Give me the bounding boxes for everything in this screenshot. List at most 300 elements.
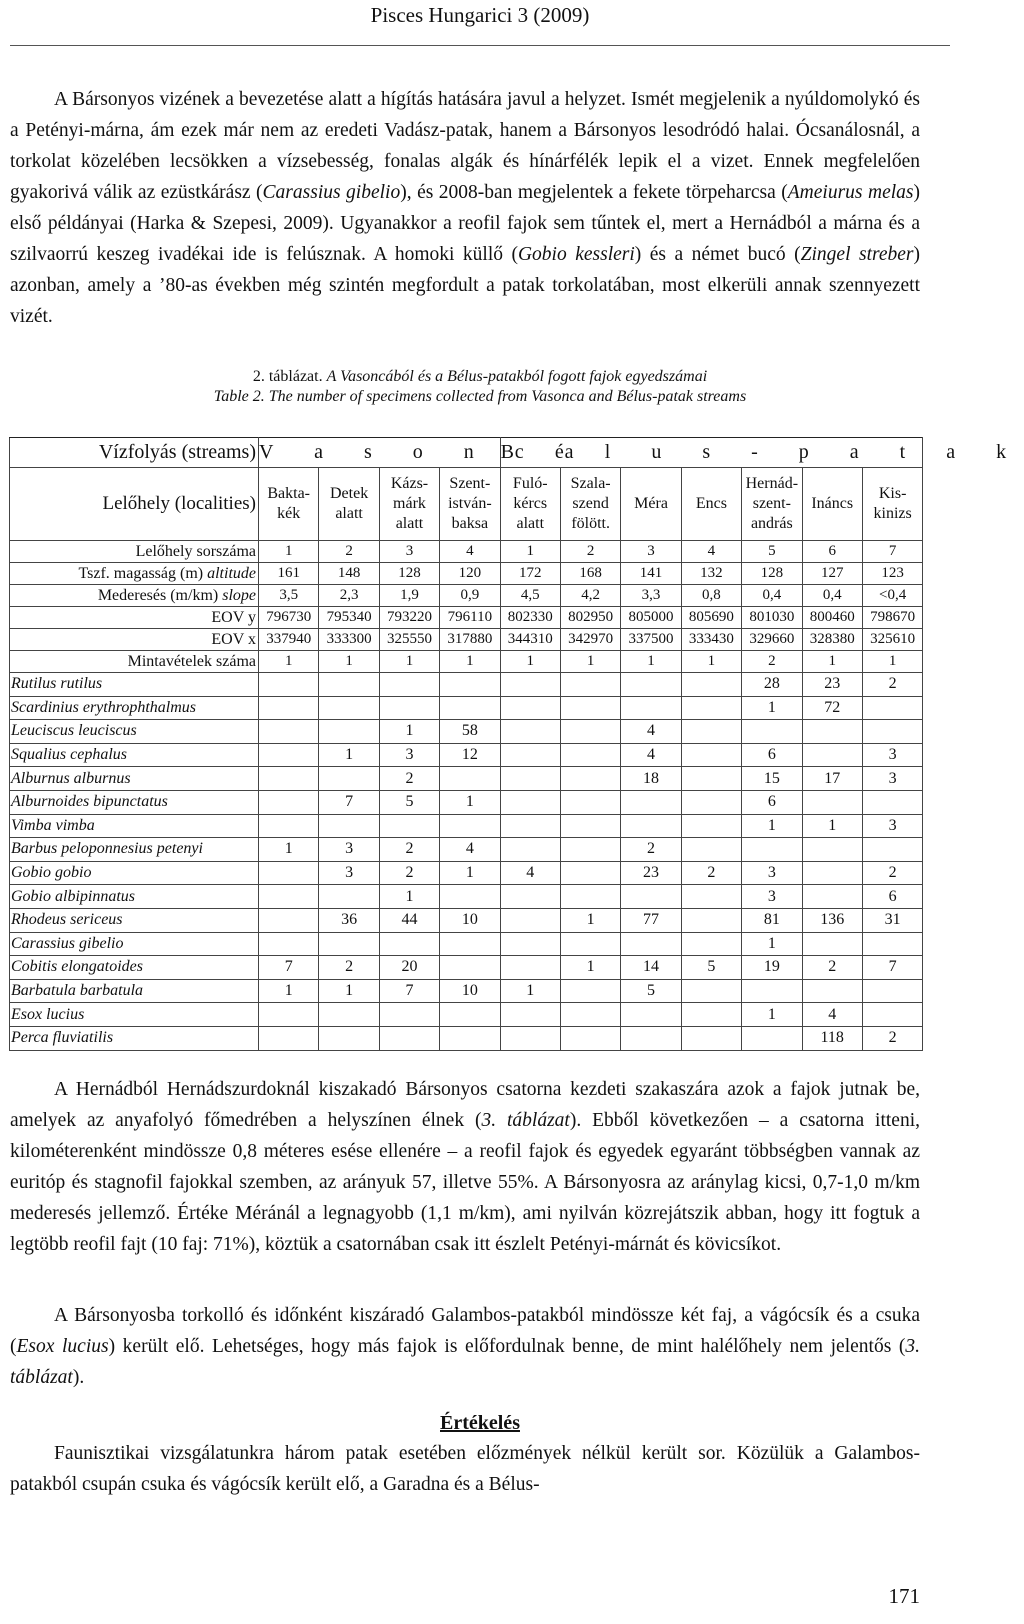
species-count [500,790,560,814]
species-count [560,790,620,814]
attribute-value: 1 [259,541,319,563]
species-count [319,696,379,720]
attribute-row [10,629,923,651]
species-count [319,767,379,791]
attribute-label: EOV y [10,607,259,629]
species-count [681,1003,741,1027]
attribute-value: 342970 [560,629,620,651]
species-count [319,720,379,744]
species-count [742,838,802,862]
attribute-value: 328380 [802,629,862,651]
species-count: 6 [742,790,802,814]
attribute-value: 801030 [742,607,802,629]
attribute-value: 123 [862,563,922,585]
species-count: 31 [862,908,922,932]
species-count [500,956,560,980]
species-count [500,720,560,744]
species-name: Vimba vimba [10,814,259,838]
attribute-value: 172 [500,563,560,585]
species-count [802,743,862,767]
species-count: 3 [742,885,802,909]
attribute-label: Lelőhely sorszáma [10,541,259,563]
species-count [440,814,500,838]
attribute-value: 329660 [742,629,802,651]
species-row [10,673,923,697]
species-row [10,956,923,980]
species-count [500,1026,560,1050]
species-count [319,1003,379,1027]
species-count [440,1003,500,1027]
species-count: 1 [319,743,379,767]
species-count [560,979,620,1003]
species-count [379,814,439,838]
caption-en-text: The number of specimens collected from Vasonca and Bélus-patak streams [268,388,747,405]
species-count [621,673,681,697]
species-count: 5 [681,956,741,980]
locality-cell: Méra [621,468,681,541]
species-count: 2 [621,838,681,862]
species-count: 5 [621,979,681,1003]
species-count: 1 [742,1003,802,1027]
species-count [560,673,620,697]
locality-cell: Hernád- szent- andrás [742,468,802,541]
attribute-value: 2 [742,651,802,673]
species-name: Gobio gobio [10,861,259,885]
species-count [319,885,379,909]
species-count [681,908,741,932]
species-count: 1 [742,696,802,720]
species-row [10,767,923,791]
species-count [621,696,681,720]
attribute-value: 1 [621,651,681,673]
species-count: 1 [500,979,560,1003]
species-count: 3 [319,838,379,862]
attribute-value: 796110 [440,607,500,629]
attribute-value: 1 [681,651,741,673]
paragraph-1-text: A Bársonyos vizének a bevezetése alatt a hígítás hatására javul a helyzet. Ismét megjelenik a nyúldomolykó és a Petényi-márna, ám ezek már nem az eredeti Vadász-patak, hanem a Bársonyos lesodródó halai. Ócsanálosnál, a torkolat közelében lecsökken a vízsebesség, fonalas algák és hínárfélék lepik el a vizet. Ennek megfelelően gyakorivá válik az ezüstkárász (Carassius gibelio), és 2008-ban megjelentek a fekete törpeharcsa (Ameiurus melas) első példányai (Harka & Szepesi, 2009). Ugyanakkor a reofil fajok sem tűntek el, mert a Hernádból a márna és a szilvaorrú keszeg ivadékai ide is felúsznak. A homoki küllő (Gobio kessleri) és a német bucó (Zingel streber) azonban, amely a ’80-as években még szintén megfordult a patak torkolatában, most elkerüli annak szennyezett vizét. [10,89,920,327]
locality-cell: Fuló- kércs alatt [500,468,560,541]
species-count [560,838,620,862]
species-name: Cobitis elongatoides [10,956,259,980]
species-count [259,814,319,838]
species-count [560,720,620,744]
species-count: 7 [259,956,319,980]
attribute-value: 1 [500,541,560,563]
attribute-value: 796730 [259,607,319,629]
species-count: 7 [319,790,379,814]
attribute-value: 0,4 [742,585,802,607]
attribute-value: 3,5 [259,585,319,607]
species-count: 77 [621,908,681,932]
species-count [862,932,922,956]
paragraph-3 [10,1300,920,1393]
species-count [681,673,741,697]
species-count: 17 [802,767,862,791]
species-count: 2 [681,861,741,885]
attribute-value: 3,3 [621,585,681,607]
species-count: 10 [440,908,500,932]
species-count [259,885,319,909]
attribute-value: 2 [319,541,379,563]
species-row [10,908,923,932]
species-count [259,767,319,791]
species-count [560,1026,620,1050]
attribute-value: 4,5 [500,585,560,607]
attribute-value: 1,9 [379,585,439,607]
attribute-label: EOV x [10,629,259,651]
caption-hu-text: A Vasoncából és a Bélus-patakból fogott fajok egyedszámai [326,368,708,385]
species-name: Alburnus alburnus [10,767,259,791]
species-count [862,979,922,1003]
attribute-row [10,651,923,673]
species-row [10,1003,923,1027]
species-count [681,979,741,1003]
attribute-label-italic: slope [222,586,256,604]
attribute-value: <0,4 [862,585,922,607]
species-count [742,979,802,1003]
species-count [379,1026,439,1050]
species-count [560,814,620,838]
attribute-value: 344310 [500,629,560,651]
species-count: 2 [862,673,922,697]
species-count [259,720,319,744]
attribute-value: 120 [440,563,500,585]
attribute-value: 4 [440,541,500,563]
species-count [681,838,741,862]
attribute-value: 1 [500,651,560,673]
species-count [259,696,319,720]
species-count [560,861,620,885]
locality-cell: Szala- szend fölött. [560,468,620,541]
species-count: 118 [802,1026,862,1050]
attribute-value: 0,4 [802,585,862,607]
attribute-value: 4,2 [560,585,620,607]
species-count [500,743,560,767]
paragraph-1 [10,84,920,332]
species-count [259,790,319,814]
species-count: 2 [802,956,862,980]
attribute-value: 2 [560,541,620,563]
paragraph-4 [10,1438,920,1500]
attribute-value: 805000 [621,607,681,629]
species-count: 4 [440,838,500,862]
species-count [621,790,681,814]
species-name: Esox lucius [10,1003,259,1027]
attribute-value: 805690 [681,607,741,629]
species-count: 6 [862,885,922,909]
attribute-row [10,563,923,585]
attribute-value: 132 [681,563,741,585]
species-count: 1 [742,932,802,956]
species-count: 2 [862,1026,922,1050]
species-count [681,885,741,909]
species-count [379,932,439,956]
attribute-value: 5 [742,541,802,563]
species-count: 19 [742,956,802,980]
species-count [259,908,319,932]
paragraph-2-text: A Hernádból Hernádszurdoknál kiszakadó Bársonyos csatorna kezdeti szakaszára azok a fajok jutnak be, amelyek az anyafolyó főmedrében a helyszínen élnek (3. táblázat). Ebből következően – a csatorna itteni, kilométerenként mindössze 0,8 méteres esése ellenére – a reofil fajok és egyedek egyaránt többségben vannak az euritóp és stagnofil fajokkal szemben, az arányuk 57, illetve 55%. A Bársonyosra az aránylag kicsi, 0,7-1,0 m/km mederesés jellemző. Értéke Méránál a legnagyobb (1,1 m/km), ami nyilván közrejátszik abban, hogy itt fogtuk a legtöbb reofil fajt (10 faj: 71%), köztük a csatornában csak itt észlelt Petényi-márnát és kövicsíkot. [10,1079,921,1255]
attribute-row [10,541,923,563]
species-count: 10 [440,979,500,1003]
species-count [681,1026,741,1050]
species-count [379,673,439,697]
species-count: 1 [319,979,379,1003]
species-count: 23 [621,861,681,885]
attribute-value: 3 [379,541,439,563]
attribute-label: Tszf. magasság (m) altitude [10,563,259,585]
species-count: 1 [560,956,620,980]
species-count: 23 [802,673,862,697]
species-name: Squalius cephalus [10,743,259,767]
species-row [10,979,923,1003]
attribute-value: 2,3 [319,585,379,607]
species-count [500,932,560,956]
species-count: 15 [742,767,802,791]
species-count [681,720,741,744]
attribute-value: 127 [802,563,862,585]
attribute-value: 128 [379,563,439,585]
species-count: 2 [319,956,379,980]
species-name: Alburnoides bipunctatus [10,790,259,814]
species-count: 2 [379,838,439,862]
species-count: 1 [802,814,862,838]
locality-cell: Detek alatt [319,468,379,541]
caption-en-label: Table 2. [213,388,265,405]
species-count [560,1003,620,1027]
species-count: 3 [379,743,439,767]
attribute-value: 168 [560,563,620,585]
species-row [10,696,923,720]
species-count [802,790,862,814]
attribute-label: Mederesés (m/km) slope [10,585,259,607]
species-count: 4 [621,720,681,744]
attribute-value: 337500 [621,629,681,651]
species-name: Carassius gibelio [10,932,259,956]
attribute-value: 317880 [440,629,500,651]
species-count: 4 [621,743,681,767]
stream-belus-patak: B é l u s - p a t a k [500,438,923,468]
species-row [10,861,923,885]
species-count: 5 [379,790,439,814]
species-count [259,743,319,767]
species-count: 81 [742,908,802,932]
attribute-value: 3 [621,541,681,563]
attribute-value: 0,8 [681,585,741,607]
species-count: 7 [862,956,922,980]
attribute-value: 333300 [319,629,379,651]
species-count: 1 [440,790,500,814]
species-count [621,885,681,909]
species-count: 136 [802,908,862,932]
species-count [681,743,741,767]
species-count [500,1003,560,1027]
attribute-value: 325550 [379,629,439,651]
attribute-value: 325610 [862,629,922,651]
species-row [10,885,923,909]
attribute-value: 337940 [259,629,319,651]
species-count [802,932,862,956]
species-count: 12 [440,743,500,767]
species-row [10,838,923,862]
species-count [862,720,922,744]
species-count [500,838,560,862]
species-count [802,885,862,909]
locality-cell: Kis- kinizs [862,468,922,541]
species-count [742,720,802,744]
species-count: 2 [379,767,439,791]
species-count [681,696,741,720]
species-count [500,885,560,909]
attribute-value: 1 [319,651,379,673]
species-count [742,1026,802,1050]
species-row [10,720,923,744]
species-count [560,885,620,909]
species-count: 20 [379,956,439,980]
species-name: Barbatula barbatula [10,979,259,1003]
attribute-value: 333430 [681,629,741,651]
running-header: Pisces Hungarici 3 (2009) [370,3,590,27]
attribute-value: 6 [802,541,862,563]
species-count: 1 [379,720,439,744]
species-count [440,696,500,720]
species-count: 3 [862,743,922,767]
species-name: Gobio albipinnatus [10,885,259,909]
species-count: 44 [379,908,439,932]
species-count [319,1026,379,1050]
locality-cell: Szent- istván- baksa [440,468,500,541]
locality-cell: Kázs- márk alatt [379,468,439,541]
species-count: 3 [862,814,922,838]
species-name: Leuciscus leuciscus [10,720,259,744]
species-count [621,1026,681,1050]
species-count: 1 [560,908,620,932]
attribute-value: 795340 [319,607,379,629]
species-count [681,767,741,791]
attribute-value: 802330 [500,607,560,629]
species-count [440,767,500,791]
attribute-value: 128 [742,563,802,585]
species-count: 7 [379,979,439,1003]
species-count [500,673,560,697]
species-count [259,673,319,697]
species-count [681,790,741,814]
attribute-value: 1 [802,651,862,673]
species-count: 72 [802,696,862,720]
species-count: 4 [802,1003,862,1027]
species-name: Barbus peloponnesius petenyi [10,838,259,862]
species-count [681,814,741,838]
species-table [9,437,1024,1051]
attribute-value: 161 [259,563,319,585]
species-count [319,932,379,956]
species-count: 58 [440,720,500,744]
species-count: 1 [259,838,319,862]
locality-cell: Ináncs [802,468,862,541]
localities-row [10,468,923,541]
paragraph-3-text: A Bársonyosba torkolló és időnként kiszáradó Galambos-patakból mindössze két faj, a vágócsík és a csuka (Esox lucius) került elő. Lehetséges, hogy más fajok is előfordulnak benne, de mint halélőhely nem jelentős (3. táblázat). [10,1305,921,1388]
species-row [10,1026,923,1050]
species-count [440,673,500,697]
species-count [560,696,620,720]
attribute-value: 141 [621,563,681,585]
attribute-row [10,585,923,607]
species-row [10,790,923,814]
species-count: 18 [621,767,681,791]
species-count [259,932,319,956]
streams-row [10,438,923,468]
attribute-value: 7 [862,541,922,563]
species-count [802,720,862,744]
species-count [862,1003,922,1027]
species-count: 3 [319,861,379,885]
species-count [560,932,620,956]
attribute-label-italic: altitude [207,564,256,582]
species-count [259,861,319,885]
paragraph-2 [10,1074,920,1260]
streams-label: Vízfolyás (streams) [10,438,259,468]
attribute-value: 148 [319,563,379,585]
table-caption-hu [0,367,960,387]
locality-cell: Bakta- kék [259,468,319,541]
caption-hu-label: 2. táblázat. [252,368,323,385]
species-count [440,956,500,980]
species-count [440,1026,500,1050]
species-count [802,979,862,1003]
species-name: Perca fluviatilis [10,1026,259,1050]
species-count: 3 [862,767,922,791]
species-count: 1 [440,861,500,885]
species-name: Scardinius erythrophthalmus [10,696,259,720]
attribute-value: 1 [862,651,922,673]
species-row [10,814,923,838]
species-count [500,908,560,932]
attribute-value: 1 [560,651,620,673]
attribute-value: 793220 [379,607,439,629]
species-count: 1 [742,814,802,838]
species-count: 28 [742,673,802,697]
species-name: Rhodeus sericeus [10,908,259,932]
attribute-row [10,607,923,629]
attribute-value: 1 [259,651,319,673]
species-count [440,885,500,909]
species-count [862,696,922,720]
species-count: 1 [379,885,439,909]
species-count [500,696,560,720]
species-count: 3 [742,861,802,885]
species-count [802,861,862,885]
attribute-label: Mintavételek száma [10,651,259,673]
paragraph-4-text: Faunisztikai vizsgálatunkra három patak esetében előzmények nélkül került sor. Közülük a Galambos-patakból csupán csuka és vágócsík került elő, a Garadna és a Bélus- [10,1443,920,1495]
stream-vasonca: V a s o n c a [259,438,501,468]
attribute-value: 0,9 [440,585,500,607]
species-count [440,932,500,956]
species-count [379,1003,439,1027]
species-row [10,932,923,956]
species-count [862,838,922,862]
table-caption-en [0,387,960,407]
locality-cell: Encs [681,468,741,541]
species-count [560,767,620,791]
species-count [379,696,439,720]
species-count: 14 [621,956,681,980]
species-count: 4 [500,861,560,885]
species-row [10,743,923,767]
species-count [560,743,620,767]
attribute-value: 802950 [560,607,620,629]
species-count [621,932,681,956]
header-rule [10,45,950,46]
species-count [500,814,560,838]
